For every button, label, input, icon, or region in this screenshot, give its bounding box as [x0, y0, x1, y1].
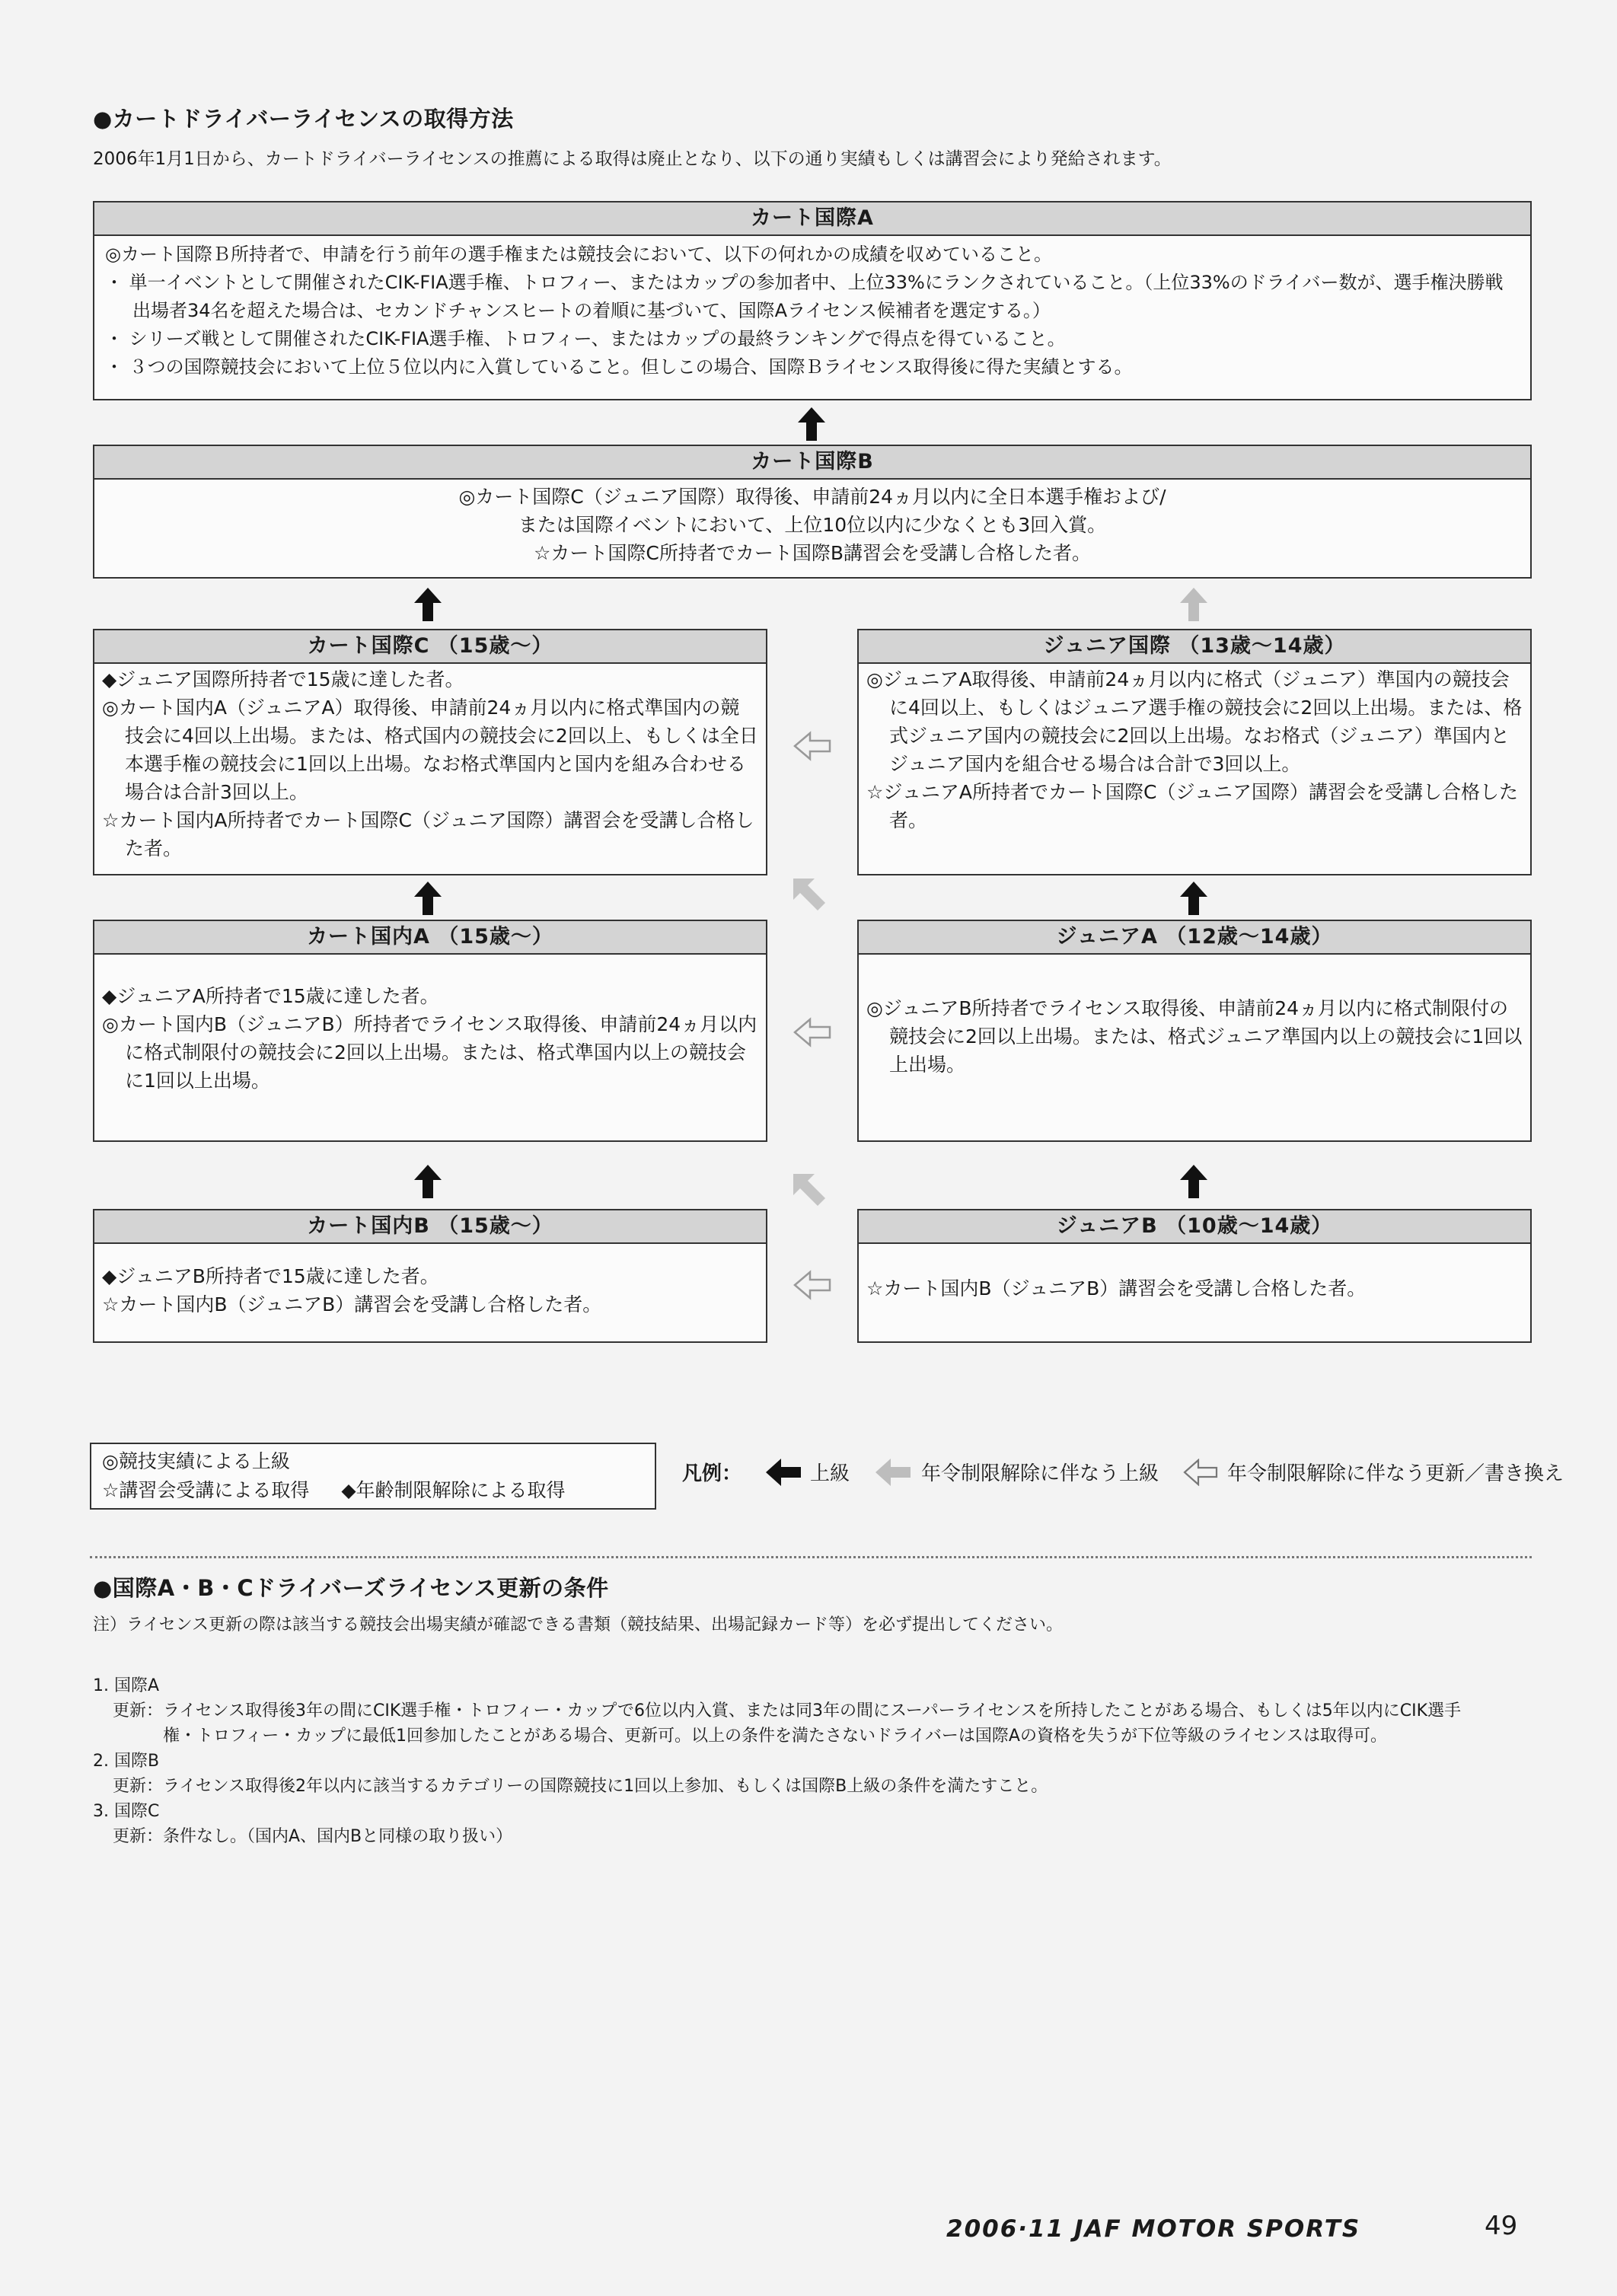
arrow-up-icon	[414, 882, 442, 915]
arrow-diagonal-light-icon	[792, 1172, 827, 1207]
renewal-item-text: 権・トロフィー・カップに最低1回参加したことがある場合、更新可。以上の条件を満たさないドライバーは国際Aの資格を失うが下位等級のライセンスは取得可。	[163, 1727, 1387, 1746]
arrow-up-icon	[798, 407, 825, 441]
box-line: ☆ジュニアA所持者でカート国際C（ジュニア国際）講習会を受講し合格した者。	[866, 781, 1518, 831]
renewal-note: 注）ライセンス更新の際は該当する競技会出場実績が確認できる書類（競技結果、出場記録カード等）を必ず提出してください。	[93, 1615, 1064, 1634]
box-title: カート国際B	[94, 446, 1530, 480]
page-number: 49	[1485, 2211, 1518, 2241]
arrow-diagonal-light-icon	[792, 877, 827, 912]
box-line: ◎ジュニアB所持者でライセンス取得後、申請前24ヵ月以内に格式制限付の競技会に2回以上出場。または、格式ジュニア準国内以上の競技会に1回以上出場。	[866, 997, 1523, 1076]
arrow-up-icon	[414, 588, 442, 621]
legend-up: 上級	[810, 1462, 850, 1485]
arrow-left-outline-icon	[793, 1270, 831, 1300]
box-line: ・ ３つの国際競技会において上位５位以内に入賞していること。但しこの場合、国際Ｂライセンス取得後に得た実績とする。	[105, 356, 1133, 378]
box-line: ☆カート国内B（ジュニアB）講習会を受講し合格した者。	[866, 1277, 1367, 1299]
box-junior-international	[857, 629, 1532, 875]
box-kart-domestic-b	[93, 1209, 767, 1343]
arrow-up-light-icon	[1180, 588, 1207, 621]
box-kart-international-b	[93, 445, 1532, 579]
section-divider	[90, 1556, 1532, 1558]
box-kart-international-c	[93, 629, 767, 875]
box-junior-a	[857, 920, 1532, 1142]
arrow-up-icon	[414, 1165, 442, 1198]
renewal-item-head: 2. 国際B	[93, 1752, 160, 1771]
box-title: カート国内B （15歳～）	[94, 1210, 766, 1244]
arrow-left-outline-icon	[793, 731, 831, 761]
box-title: カート国内A （15歳～）	[94, 921, 766, 955]
section-intro: 2006年1月1日から、カートドライバーライセンスの推薦による取得は廃止となり、以下の通り実績もしくは講習会により発給されます。	[93, 149, 1172, 169]
section-title-license-acquisition: ●カートドライバーライセンスの取得方法	[93, 106, 514, 132]
legend-symbols-box	[90, 1443, 656, 1510]
box-line: ☆カート国内B（ジュニアB）講習会を受講し合格した者。	[102, 1293, 602, 1315]
box-title: ジュニアA （12歳～14歳）	[859, 921, 1530, 955]
arrow-left-dark-icon	[766, 1459, 801, 1486]
box-line: ☆カート国内A所持者でカート国際C（ジュニア国際）講習会を受講し合格した者。	[102, 809, 754, 859]
box-line: ◎ジュニアA取得後、申請前24ヵ月以内に格式（ジュニア）準国内の競技会に4回以上、もしくはジュニア選手権の競技会に2回以上出場。または、格式ジュニア国内の競技会に2回以上出場。なお格式（ジュニア）準国内とジュニア国内を組合せる場合は合計で3回以上。	[866, 668, 1523, 775]
arrow-left-light-icon	[875, 1459, 911, 1486]
legend-symbol-course: ☆講習会受講による取得	[102, 1479, 310, 1501]
box-kart-international-a	[93, 201, 1532, 400]
renewal-item-text: 更新：条件なし。（国内A、国内Bと同様の取り扱い）	[113, 1827, 513, 1846]
renewal-item-head: 1. 国際A	[93, 1676, 160, 1695]
arrow-up-icon	[1180, 882, 1207, 915]
box-line: ◆ジュニアA所持者で15歳に達した者。	[102, 985, 439, 1007]
box-title: ジュニアB （10歳～14歳）	[859, 1210, 1530, 1244]
box-line: ◎カート国際Ｂ所持者で、申請を行う前年の選手権または競技会において、以下の何れかの成績を収めていること。	[105, 244, 1052, 265]
arrow-left-outline-icon	[1183, 1459, 1218, 1486]
box-line: ◎カート国内B（ジュニアB）所持者でライセンス取得後、申請前24ヵ月以内に格式制限付の競技会に2回以上出場。または、格式準国内以上の競技会に1回以上出場。	[102, 1013, 757, 1092]
legend-symbol-performance: ◎競技実績による上級	[102, 1450, 290, 1472]
box-line: ・ シリーズ戦として開催されたCIK-FIA選手権、トロフィー、またはカップの最終ランキングで得点を得ていること。	[105, 328, 1066, 349]
legend-symbol-age: ◆年齢制限解除による取得	[341, 1479, 566, 1501]
box-line: ☆カート国際C所持者でカート国際B講習会を受講し合格した者。	[533, 542, 1092, 564]
renewal-list	[93, 1673, 1532, 1849]
legend-label: 凡例：	[682, 1462, 742, 1485]
box-title: カート国際A	[94, 202, 1530, 236]
box-junior-b	[857, 1209, 1532, 1343]
legend-age-renew: 年令制限解除に伴なう更新／書き換え	[1227, 1462, 1564, 1485]
arrow-up-icon	[1180, 1165, 1207, 1198]
box-kart-domestic-a	[93, 920, 767, 1142]
box-line: ◎カート国際C（ジュニア国際）取得後、申請前24ヵ月以内に全日本選手権および/	[458, 486, 1166, 508]
footer-brand: 2006·11 JAF MOTOR SPORTS	[946, 2215, 1361, 2243]
box-title: ジュニア国際 （13歳～14歳）	[859, 630, 1530, 664]
box-title: カート国際C （15歳～）	[94, 630, 766, 664]
section-title-license-renewal: ●国際A・B・Cドライバーズライセンス更新の条件	[93, 1575, 609, 1601]
renewal-item-head: 3. 国際C	[93, 1802, 160, 1821]
box-line: ◆ジュニアB所持者で15歳に達した者。	[102, 1265, 439, 1287]
arrow-left-outline-icon	[793, 1017, 831, 1048]
box-line: または国際イベントにおいて、上位10位以内に少なくとも3回入賞。	[518, 514, 1107, 536]
legend-age-up: 年令制限解除に伴なう上級	[921, 1462, 1159, 1485]
box-line: ◎カート国内A（ジュニアA）取得後、申請前24ヵ月以内に格式準国内の競技会に4回以上出場。または、格式国内の競技会に2回以上、もしくは全日本選手権の競技会に1回以上出場。なお格式準国内と国内を組み合わせる場合は合計3回以上。	[102, 697, 758, 803]
renewal-item-text: 更新：ライセンス取得後3年の間にCIK選手権・トロフィー・カップで6位以内入賞、または同3年の間にスーパーライセンスを所持したことがある場合、もしくは5年以内にCIK選手	[113, 1701, 1462, 1720]
box-line: ・ 単一イベントとして開催されたCIK-FIA選手権、トロフィー、またはカップの参加者中、上位33%にランクされていること。（上位33%のドライバー数が、選手権決勝戦出場者34名を超えた場合は、セカンドチャンスヒートの着順に基づいて、国際Aライセンス候補者を選定する。）	[105, 272, 1504, 321]
box-line: ◆ジュニア国際所持者で15歳に達した者。	[102, 668, 464, 690]
renewal-item-text: 更新：ライセンス取得後2年以内に該当するカテゴリーの国際競技に1回以上参加、もしくは国際B上級の条件を満たすこと。	[113, 1777, 1048, 1796]
